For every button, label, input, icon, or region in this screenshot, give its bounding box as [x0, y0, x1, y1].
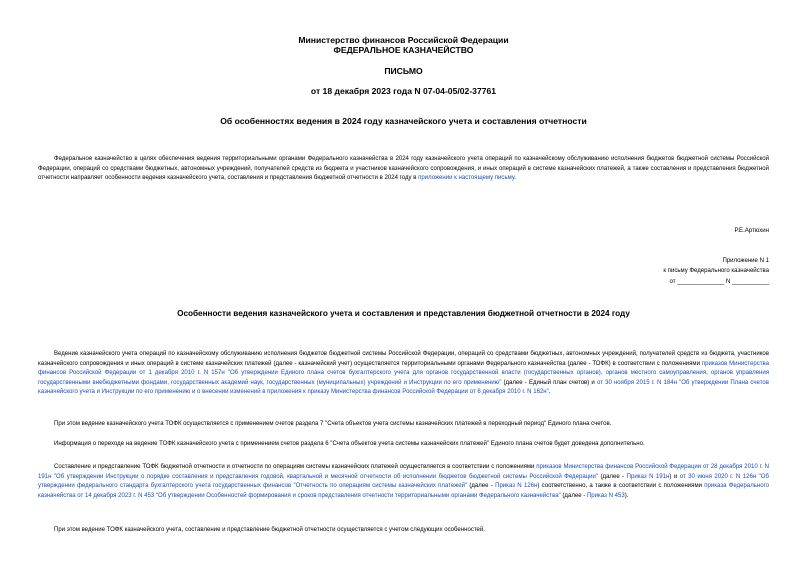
p2-text: При этом ведение казначейского учета ТОФК осуществляется с применением счетов раздела 7 "Счета объектов учета системы казначейских платежей в переходный период" Единого плана счетов.: [54, 421, 612, 427]
appendix-line-3: от ______________ N ___________: [669, 279, 769, 285]
appendix-line-2: к письму Федерального казначейства: [663, 268, 769, 274]
paragraph-2: [38, 420, 769, 430]
p5-text: При этом ведение ТОФК казначейского учета, составление и представление бюджетной отчетности осуществляется с учетом следующих особенностей.: [54, 527, 485, 533]
p4-text-g: ).: [624, 492, 629, 499]
p1-text-a: Ведение казначейского учета операций по казначейскому обслуживанию исполнения бюджетов бюджетной системы Российской Федерации, операций со средствами бюджетных, автономных учреждений, получателей средств из бюджета, участников казначейского сопровождения и иных операций в системе казначейских платежей (далее - казначейский учет) осуществляется территориальными органами Федерального казначейства (далее - ТОФК) в соответствии с положениями: [38, 351, 769, 367]
order-126n-short-link[interactable]: Приказ N 126н: [495, 483, 538, 490]
agency-heading: ФЕДЕРАЛЬНОЕ КАЗНАЧЕЙСТВО: [333, 45, 474, 55]
order-453-link[interactable]: приказа Федерального казначейства от 14 декабря 2023 г. N 453 "Об утверждении Особенностей формирования и сроков представления отчетности территориальными органами Федерального казначейства": [38, 483, 770, 499]
orders-157n-link[interactable]: приказов Министерства финансов Российской Федерации от 1 декабря 2010 г. N 157н "Об утверждении Единого плана счетов бухгалтерского учета для органов государственной власти (государственных органов), органов местного самоуправления, органов управления государственными внебюджетными фондами, государственных академий наук, государственных (муниципальных) учреждений и Инструкции по его применению": [38, 360, 769, 386]
doc-date-number: от 18 декабря 2023 года N 07-04-05/02-37761: [310, 86, 497, 96]
order-191n-short-link[interactable]: Приказ N 191н: [626, 473, 670, 480]
signature: Р.Е.Артюхин: [734, 228, 769, 234]
appendix-line-1: Приложение N 1: [722, 258, 769, 264]
order-191n-link[interactable]: приказов Министерства финансов Российской Федерации от 28 декабря 2010 г. N 191н "Об утверждении Инструкции о порядке составления и представления годовой, квартальной и месячной отчетности об исполнении бюджетов бюджетной системы Российской Федерации": [38, 464, 769, 480]
p4-text-b: (далее -: [598, 473, 627, 480]
section-title: Особенности ведения казначейского учета и составления и представления бюджетной отчетности в 2024 году: [177, 309, 630, 318]
order-126n-link[interactable]: от 30 июня 2020 г. N 126н "Об утверждении федерального стандарта бухгалтерского учета государственных финансов "Отчетность по операциям системы казначейских платежей": [38, 473, 769, 490]
p4-text-f: (далее -: [560, 492, 587, 499]
paragraph-3: [38, 440, 769, 450]
doc-type-heading: ПИСЬМО: [384, 66, 423, 76]
paragraph-5: [38, 526, 769, 536]
p4-text-e: ) соответственно, а также в соответствии с положениями: [537, 483, 705, 490]
p4-text-c: ) и: [669, 473, 680, 480]
intro-text: Федеральное казначейство в целях обеспечения ведения территориальными органами Федерального казначейства в 2024 году казначейского учета операций по казначейскому обслуживанию исполнения бюджетов бюджетной системы Российской Федерации, операций со средствами бюджетных, автономных учреждений, получателей средств из бюджета и участников казначейского сопровождения, и иных операций в системе казначейских платежей, а также составления и представления бюджетной отчетности направляет особенности ведения казначейского учета, составления и представления бюджетной отчетности в 2024 году в: [38, 156, 769, 182]
p3-text: Информация о переходе на ведение ТОФК казначейского учета с применением счетов раздела 6 "Счета объектов учета системы казначейских платежей" Единого плана счетов будет доведена дополнительно.: [54, 441, 645, 447]
paragraph-1: [38, 350, 769, 398]
p4-text-d: (далее -: [467, 483, 496, 490]
doc-subject: Об особенностях ведения в 2024 году казначейского учета и составления отчетности: [220, 116, 587, 126]
ministry-heading: Министерство финансов Российской Федерации: [298, 35, 509, 45]
appendix-link[interactable]: приложении к настоящему письму: [418, 175, 515, 182]
paragraph-4: [38, 463, 769, 501]
p1-text-c: .: [548, 389, 551, 396]
p1-text-b: (далее - Единый план счетов) и: [501, 379, 597, 386]
order-453-short-link[interactable]: Приказ N 453: [586, 492, 625, 499]
p4-text-a: Составление и представление ТОФК бюджетной отчетности и отчетности по операциям системы казначейских платежей осуществляется в соответствии с положениями: [54, 464, 537, 470]
intro-end: .: [514, 175, 516, 182]
order-184n-link[interactable]: от 30 ноября 2015 г. N 184н "Об утверждении Плана счетов казначейского учета и Инструкции по его применению и о внесении изменений в приложения к приказу Министерства финансов Российской Федерации от 6 декабря 2010 г. N 162н": [38, 379, 769, 396]
intro-paragraph: [38, 155, 769, 184]
